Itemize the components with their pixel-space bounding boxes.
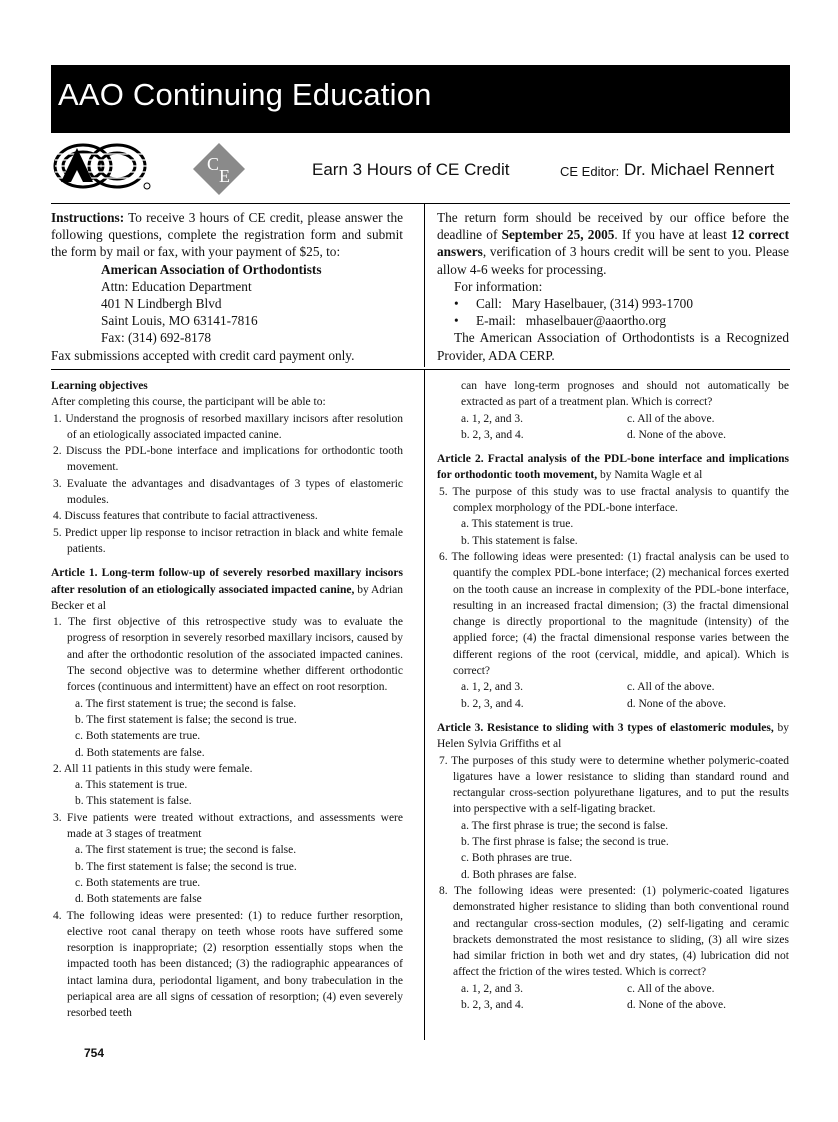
article1-author: by Adrian Becker et al: [51, 583, 403, 612]
option: a. 1, 2, and 3.: [461, 982, 523, 995]
option: c. All of the above.: [627, 982, 715, 995]
article1-title: Article 1. Long-term follow-up of severely resorbed maxillary incisors after resolution of an etiologically associated impacted canine,: [51, 567, 403, 596]
question-2: 2. All 11 patients in this study were female.: [53, 762, 253, 775]
call-value: Mary Haselbauer, (314) 993-1700: [511, 296, 693, 312]
question-4: 4. The following ideas were presented: (1) to reduce further resorption, elective root canal therapy on teeth whose roots have suffered some resorption is inappropriate; (2) resorption essentially stops when the impacted tooth has been distanced; (3) the radiographic appearances of intact lamina dura, periodontal ligament, and bony trabeculation in the periapical area are all signs of cessation of resorption; (4) even severely resorbed teeth: [53, 909, 403, 1020]
option: a. 1, 2, and 3.: [461, 412, 523, 425]
question-3: 3. Five patients were treated without extractions, and assessments were made at 3 stages of treatment: [53, 811, 403, 841]
return-text: , verification of 3 hours credit will be sent to you. Please allow 4-6 weeks for processing.: [437, 244, 789, 277]
option: b. This statement is false.: [75, 795, 192, 808]
objectives-heading: Learning objectives: [51, 380, 148, 392]
title-banner: [51, 65, 790, 133]
objective-item: 1. Understand the prognosis of resorbed maxillary incisors after resolution of an etiologically associated impacted canine.: [53, 412, 403, 441]
question-4-continued: can have long-term prognoses and should not automatically be extracted as part of a treatment plan. Which is correct?: [461, 380, 789, 409]
email-link[interactable]: mhaselbauer@aaortho.org: [525, 313, 666, 329]
earn-credit-heading: Earn 3 Hours of CE Credit: [312, 160, 510, 179]
article2-author: by Namita Wagle et al: [597, 469, 703, 482]
page-number: 754: [84, 1046, 105, 1060]
question-6: 6. The following ideas were presented: (1) fractal analysis can be used to quantify the complex PDL-bone interface; (2) mechanical forces exerted on the tooth cause an increase in complexity of the PDL-bone interface, resulting in an increased fractal dimension; (3) the fractal dimensional change is directly proportional to the magnitude (intensity) of the applied force; (4) the fractal dimensional response varies between the different regions of the root (cervical, middle, and apical). Which is correct?: [439, 550, 789, 678]
option: c. All of the above.: [627, 412, 715, 425]
address-line: 401 N Lindbergh Blvd: [101, 296, 222, 312]
option: b. The first phrase is false; the second is true.: [461, 836, 669, 849]
option: b. 2, 3, and 4.: [461, 697, 524, 710]
deadline-date: September 25, 2005: [501, 227, 615, 243]
option: d. Both phrases are false.: [461, 868, 577, 881]
option: b. The first statement is false; the second is true.: [75, 713, 297, 726]
instructions-box: [51, 209, 403, 364]
return-text: . If you have at least: [614, 227, 732, 243]
objective-item: 5. Predict upper lip response to incisor retraction in black and white female patients.: [53, 526, 403, 555]
objectives-intro: After completing this course, the participant will be able to:: [51, 396, 326, 409]
address-line: Saint Louis, MO 63141-7816: [101, 313, 258, 329]
article3-author: by Helen Sylvia Griffiths et al: [437, 721, 789, 751]
objective-item: 3. Evaluate the advantages and disadvantages of 3 types of elastomeric modules.: [53, 477, 403, 507]
instructions-text: To receive 3 hours of CE credit, please answer the following questions, complete the registration form and submit the form by mail or fax, with your payment of $25, to:: [51, 210, 403, 260]
divider-vertical-main: [424, 370, 425, 1040]
editor-name: Dr. Michael Rennert: [624, 160, 775, 179]
instructions-lead: Instructions:: [51, 210, 125, 225]
divider-middle: [51, 369, 790, 370]
option: a. The first phrase is true; the second is false.: [461, 819, 669, 832]
divider-top: [51, 203, 790, 204]
objective-item: 2. Discuss the PDL-bone interface and implications for orthodontic tooth movement.: [53, 445, 403, 474]
question-5: 5. The purpose of this study was to use fractal analysis to quantify the complex morphology of the PDL-bone interface.: [439, 485, 789, 515]
correct-answers: 12 correct answers: [437, 227, 790, 260]
option: c. Both statements are true.: [75, 730, 201, 743]
option: d. None of the above.: [627, 998, 726, 1011]
option: c. Both phrases are true.: [461, 852, 573, 865]
option: a. This statement is true.: [461, 518, 574, 531]
return-info-box: The return form should be received by our office before the deadline of September 25, 2005. If you have at least 12 correct answers, verification of 3 hours credit will be sent to you. Please allow 4-6 weeks for processing. For information: • Call: Mary Haselbauer, (314) 993-1700 • E-mail: mhaselbauer@aaortho.org The American Association of Orthodontists is a Recognized Provider, ADA CERP.: [437, 210, 790, 363]
divider-vertical-top: [424, 204, 425, 367]
question-1: 1. The first objective of this retrospective study was to evaluate the progress of resorption in severely resorbed maxillary incisors, caused by and after the orthodontic resolution of the associated impacted canines. The second objective was to determine whether different orthodontic forces (continuous and intermittent) have an effect on root resorption.: [53, 616, 403, 694]
option: a. The first statement is true; the second is false.: [75, 697, 297, 710]
option: d. Both statements are false.: [75, 746, 205, 759]
option: a. This statement is true.: [75, 779, 188, 792]
for-info-label: For information:: [454, 278, 543, 294]
return-text: The return form should be received by our office before the deadline of: [437, 210, 789, 243]
question-8: 8. The following ideas were presented: (1) polymeric-coated ligatures demonstrated higher resistance to sliding than both conventional round and rectangular cross-section modules, (2) self-ligating and ceramic brackets demonstrated the most resistance to sliding, (3) all wire sizes had similar friction in both wet and dry states, (4) lubrication did not affect the friction of the wires tested. Which is correct?: [439, 884, 789, 979]
org-name: American Association of Orthodontists: [101, 261, 322, 277]
option: b. The first statement is false; the second is true.: [75, 860, 297, 873]
option: b. 2, 3, and 4.: [461, 428, 524, 441]
option: c. Both statements are true.: [75, 876, 201, 889]
call-label: Call:: [476, 296, 502, 312]
option: d. Both statements are false: [75, 893, 202, 906]
ce-logo-letter-e: E: [219, 166, 230, 186]
option: a. The first statement is true; the second is false.: [75, 844, 297, 857]
address-line: Fax: (314) 692-8178: [101, 330, 212, 346]
article3-title: Article 3. Resistance to sliding with 3 types of elastomeric modules,: [437, 721, 774, 734]
option: a. 1, 2, and 3.: [461, 681, 523, 694]
ce-logo-icon: [192, 142, 246, 196]
provider-note: The American Association of Orthodontists is a Recognized Provider, ADA CERP.: [437, 330, 789, 363]
fax-note: Fax submissions accepted with credit card payment only.: [51, 347, 355, 363]
option: b. 2, 3, and 4.: [461, 998, 524, 1011]
option: d. None of the above.: [627, 697, 726, 710]
right-column: [437, 378, 789, 1013]
aao-logo-icon: [51, 142, 159, 192]
banner-title: AAO Continuing Education: [58, 77, 432, 112]
option: b. This statement is false.: [461, 534, 578, 547]
question-7: 7. The purposes of this study were to determine whether polymeric-coated ligatures have a lower resistance to sliding than standard round and rectangular cross-section polyurethane ligatures, and to put the results into perspective with a self-ligating bracket.: [439, 754, 789, 816]
ce-logo-letter-c: C: [207, 154, 220, 174]
objective-item: 4. Discuss features that contribute to facial attractiveness.: [53, 510, 318, 523]
option: c. All of the above.: [627, 681, 715, 694]
article2-title: Article 2. Fractal analysis of the PDL-bone interface and implications for orthodontic tooth movement,: [437, 453, 789, 482]
editor-label: CE Editor:: [560, 164, 620, 179]
email-label: E-mail:: [476, 313, 516, 329]
address-line: Attn: Education Department: [101, 278, 252, 294]
left-column: [51, 378, 403, 1022]
option: d. None of the above.: [627, 428, 726, 441]
